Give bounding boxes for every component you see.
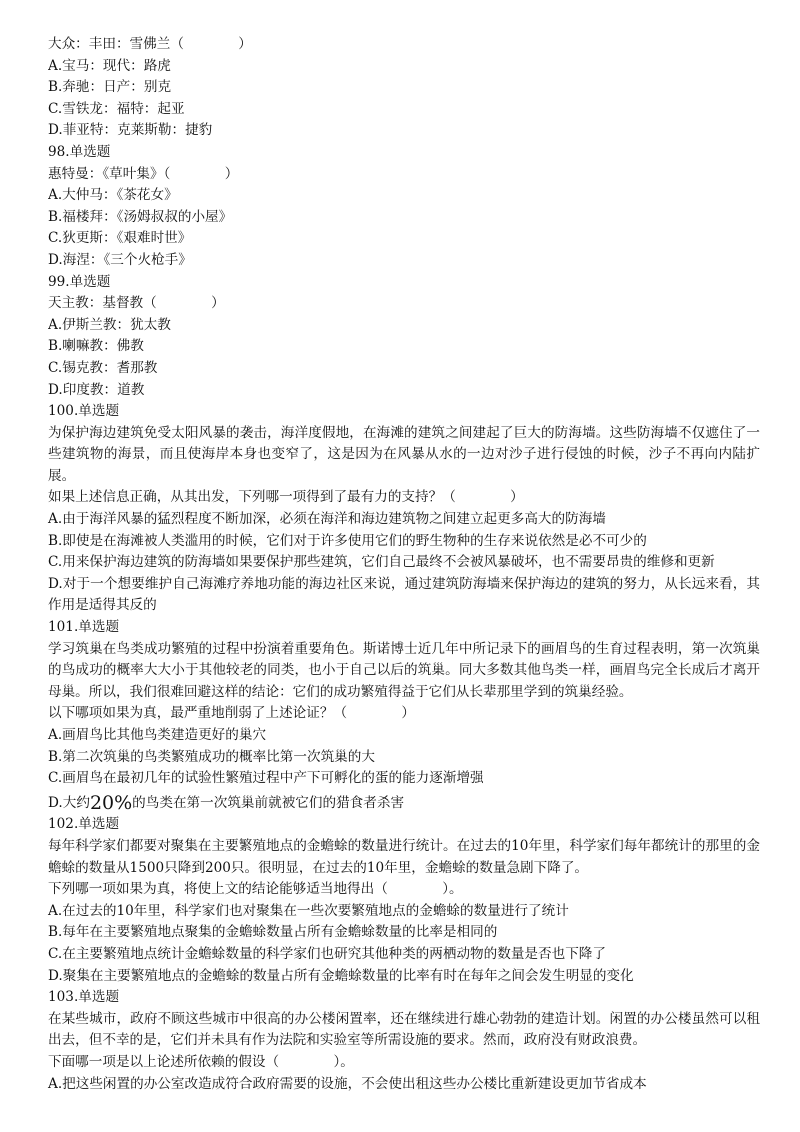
q101-option-b: B.第二次筑巢的鸟类繁殖成功的概率比第一次筑巢的大 xyxy=(48,748,375,765)
q99-header: 99.单选题 xyxy=(48,273,111,290)
q100-option-d: D.对于一个想要维护自己海滩疗养地功能的海边社区来说，通过建筑防海墙来保护海边的建筑的努力，从长远来看，其作用是适得其反的 xyxy=(48,575,760,614)
q102-option-c: C.在主要繁殖地点统计金蟾蜍数量的科学家们也研究其他种类的两栖动物的数量是否也下降了 xyxy=(48,945,606,962)
q100-header: 100.单选题 xyxy=(48,403,120,420)
q101-header: 101.单选题 xyxy=(48,619,120,636)
q100-stem: 如果上述信息正确，从其出发，下列哪一项得到了最有力的支持？（ ） xyxy=(48,489,524,506)
q97-option-d: D.菲亚特：克莱斯勒：捷豹 xyxy=(48,122,213,139)
q99-option-d: D.印度教：道教 xyxy=(48,381,145,398)
q101-option-a: A.画眉鸟比其他鸟类建造更好的巢穴 xyxy=(48,727,267,743)
q101-passage: 学习筑巢在鸟类成功繁殖的过程中扮演着重要角色。斯诺博士近几年中所记录下的画眉鸟的生育过程表明，第一次筑巢的鸟成功的概率大大小于其他较老的同类，也小于自己以后的筑巢。同大多数其他鸟类一样，画眉鸟完全长成后才离开母巢。所以，我们很难回避这样的结论：它们的成功繁殖得益于它们从长辈那里学到的筑巢经验。 xyxy=(48,640,760,700)
q103-header: 103.单选题 xyxy=(48,989,120,1006)
q102-option-b: B.每年在主要繁殖地点聚集的金蟾蜍数量占所有金蟾蜍数量的比率是相同的 xyxy=(48,924,498,941)
q103-passage: 在某些城市，政府不顾这些城市中很高的办公楼闲置率，还在继续进行雄心勃勃的建造计划。闲置的办公楼虽然可以租出去，但不幸的是，它们并未具有作为法院和实验室等所需设施的要求。然而，政府没有财政浪费。 xyxy=(48,1010,760,1049)
q102-option-d: D.聚集在主要繁殖地点的金蟾蜍的数量占所有金蟾蜍数量的比率有时在每年之间会发生明显的变化 xyxy=(48,967,634,984)
q103-option-a: A.把这些闲置的办公室改造成符合政府需要的设施，不会使出租这些办公楼比重新建设更加节省成本 xyxy=(48,1075,647,1092)
q98-option-a: A.大仲马：《茶花女》 xyxy=(48,187,178,204)
q100-option-c: C.用来保护海边建筑的防海墙如果要保护那些建筑，它们自己最终不会被风暴破坏，也不需要昂贵的维修和更新 xyxy=(48,554,715,571)
q101-option-d-suffix: 的鸟类在第一次筑巢前就被它们的猎食者杀害 xyxy=(132,794,405,811)
q103-stem: 下面哪一项是以上论述所依赖的假设（ ）。 xyxy=(48,1053,354,1070)
q100-option-a: A.由于海洋风暴的猛烈程度不断加深，必须在海洋和海边建筑物之间建立起更多高大的防海墙 xyxy=(48,511,606,528)
q98-option-c: C.狄更斯：《艰难时世》 xyxy=(48,230,192,247)
q99-option-c: C.锡克教：耆那教 xyxy=(48,359,158,376)
q102-stem: 下列哪一项如果为真，将使上文的结论能够适当地得出（ ）。 xyxy=(48,881,463,898)
q98-header: 98.单选题 xyxy=(48,143,111,160)
q102-passage: 每年科学家们都要对聚集在主要繁殖地点的金蟾蜍的数量进行统计。在过去的10年里，科学家们每年都统计的那里的金蟾蜍的数量从1500只降到200只。很明显，在过去的10年里，金蟾蜍的数量急剧下降了。 xyxy=(48,837,760,876)
q97-option-a: A.宝马：现代：路虎 xyxy=(48,57,171,74)
q97-stem: 大众：丰田：雪佛兰（ ） xyxy=(48,36,252,52)
q102-header: 102.单选题 xyxy=(48,816,120,833)
q97-option-c: C.雪铁龙：福特：起亚 xyxy=(48,100,185,117)
q99-option-b: B.喇嘛教：佛教 xyxy=(48,338,144,355)
q98-stem: 惠特曼：《草叶集》（ ） xyxy=(48,165,239,182)
q101-option-d xyxy=(48,793,760,815)
q99-stem: 天主教：基督教（ ） xyxy=(48,295,225,312)
q100-option-b: B.即使是在海滩被人类滥用的时候，它们对于许多使用它们的野生物种的生存来说依然是必不可少的 xyxy=(48,532,647,549)
q99-option-a: A.伊斯兰教：犹太教 xyxy=(48,316,171,333)
q101-option-d-prefix: D.大约 xyxy=(48,794,90,811)
q100-passage: 为保护海边建筑免受太阳风暴的袭击，海洋度假地，在海滩的建筑之间建起了巨大的防海墙。这些防海墙不仅遮住了一些建筑物的海景，而且使海岸本身也变窄了，这是因为在风暴从水的一边对沙子进行侵蚀的时候，沙子不再向内陆扩展。 xyxy=(48,424,760,484)
q97-option-b: B.奔驰：日产：别克 xyxy=(48,79,172,96)
document-page xyxy=(48,34,760,1095)
q98-option-b: B.福楼拜：《汤姆叔叔的小屋》 xyxy=(48,208,233,225)
q101-option-c: C.画眉鸟在最初几年的试验性繁殖过程中产下可孵化的蛋的能力逐渐增强 xyxy=(48,770,484,787)
q101-stem: 以下哪项如果为真，最严重地削弱了上述论证？（ ） xyxy=(48,705,416,722)
q98-option-d: D.海涅：《三个火枪手》 xyxy=(48,251,192,268)
q101-option-d-percent: 20% xyxy=(89,792,133,814)
q102-option-a: A.在过去的10年里，科学家们也对聚集在一些次要繁殖地点的金蟾蜍的数量进行了统计 xyxy=(48,902,569,919)
